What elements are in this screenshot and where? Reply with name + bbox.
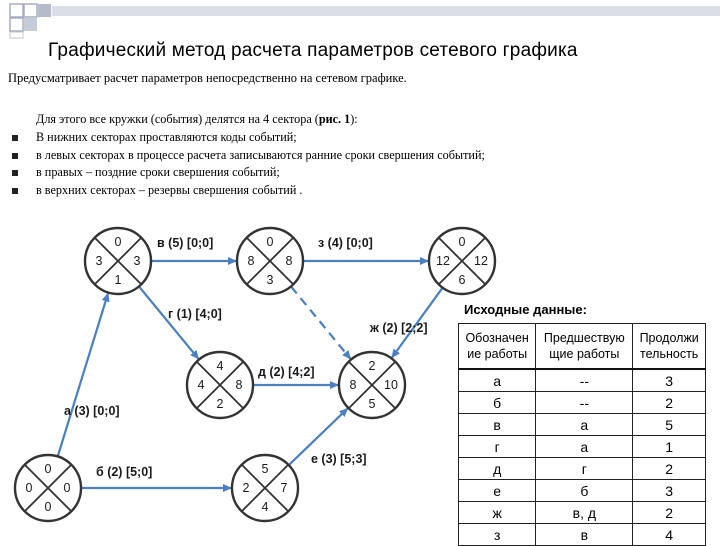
table-cell: 2 xyxy=(633,502,706,524)
event-early-time: 8 xyxy=(349,378,357,392)
table-row xyxy=(459,436,706,458)
activity-label: д (2) [4;2] xyxy=(258,365,315,379)
table-cell: 1 xyxy=(633,436,706,458)
table-cell: г xyxy=(536,458,633,480)
event-code: 2 xyxy=(216,397,224,411)
event-early-time: 0 xyxy=(25,481,33,495)
table-cell: 5 xyxy=(633,414,706,436)
bullet-item: В нижних секторах проставляются коды событий; xyxy=(12,129,485,147)
activity-label: б (2) [5;0] xyxy=(96,465,153,479)
event-early-time: 4 xyxy=(197,378,205,392)
table-row xyxy=(459,524,706,546)
table-cell: ж xyxy=(459,502,536,524)
table-header-row xyxy=(459,324,706,370)
table-cell: 2 xyxy=(633,458,706,480)
event-code: 0 xyxy=(44,500,52,514)
event-late-time: 8 xyxy=(285,254,293,268)
table-cell: а xyxy=(459,369,536,392)
event-reserve: 2 xyxy=(368,359,376,373)
table-cell: а xyxy=(536,436,633,458)
dummy-dependency-arrow xyxy=(291,287,350,359)
event-code: 1 xyxy=(114,273,122,287)
source-data-table xyxy=(458,323,706,546)
event-reserve: 4 xyxy=(216,359,224,373)
event-early-time: 2 xyxy=(242,481,250,495)
event-code: 3 xyxy=(266,273,274,287)
table-row xyxy=(459,458,706,480)
event-late-time: 3 xyxy=(133,254,141,268)
table-cell: д xyxy=(459,458,536,480)
event-late-time: 10 xyxy=(384,378,398,392)
table-cell: б xyxy=(459,392,536,414)
event-node xyxy=(187,352,253,418)
event-reserve: 0 xyxy=(114,235,122,249)
table-row xyxy=(459,414,706,436)
table-cell: -- xyxy=(536,392,633,414)
event-code: 4 xyxy=(261,500,269,514)
event-node xyxy=(15,455,81,521)
table-cell: 4 xyxy=(633,524,706,546)
event-node xyxy=(232,455,298,521)
event-late-time: 7 xyxy=(280,481,288,495)
table-cell: в xyxy=(536,524,633,546)
activity-label: а (3) [0;0] xyxy=(64,404,120,418)
table-cell: г xyxy=(459,436,536,458)
table-header-cell: Обозначен ие работы xyxy=(459,324,536,370)
event-late-time: 0 xyxy=(63,481,71,495)
table-cell: в xyxy=(459,414,536,436)
event-reserve: 5 xyxy=(261,462,269,476)
table-row xyxy=(459,392,706,414)
table-cell: з xyxy=(459,524,536,546)
activity-label: з (4) [0;0] xyxy=(318,236,373,250)
activity-label: ж (2) [2;2] xyxy=(370,321,428,335)
table-row xyxy=(459,369,706,392)
source-data-title: Исходные данные: xyxy=(464,302,587,317)
bullet-text: Для этого все кружки (события) делятся на 4 сектора ( xyxy=(36,112,319,126)
intro-text: Предусматривает расчет параметров непосредственно на сетевом графике. xyxy=(8,71,407,85)
event-early-time: 3 xyxy=(95,254,103,268)
event-node xyxy=(237,228,303,294)
table-cell: а xyxy=(536,414,633,436)
bullet-tail: ): xyxy=(350,112,358,126)
table-row xyxy=(459,502,706,524)
table-header-cell: Предшествую щие работы xyxy=(536,324,633,370)
event-reserve: 0 xyxy=(44,462,52,476)
table-cell: б xyxy=(536,480,633,502)
event-late-time: 8 xyxy=(235,378,243,392)
table-cell: в, д xyxy=(536,502,633,524)
event-late-time: 12 xyxy=(474,254,488,268)
activity-arrow xyxy=(139,287,198,359)
table-header-cell: Продолжи тельность xyxy=(633,324,706,370)
table-cell: 3 xyxy=(633,480,706,502)
event-reserve: 0 xyxy=(458,235,466,249)
event-node xyxy=(429,228,495,294)
bullet-item: в левых секторах в процессе расчета записываются ранние сроки свершения событий; xyxy=(12,147,485,165)
event-code: 6 xyxy=(458,273,466,287)
activity-label: г (1) [4;0] xyxy=(168,307,222,321)
table-row xyxy=(459,480,706,502)
table-cell: 2 xyxy=(633,392,706,414)
event-node xyxy=(339,352,405,418)
figure-ref: рис. 1 xyxy=(318,112,351,126)
event-early-time: 8 xyxy=(247,254,255,268)
event-code: 5 xyxy=(368,397,376,411)
event-reserve: 0 xyxy=(266,235,274,249)
table-cell: 3 xyxy=(633,369,706,392)
activity-arrow xyxy=(58,294,108,457)
bullet-item: в правых – поздние сроки свершения событий; xyxy=(12,164,485,182)
activity-label: в (5) [0;0] xyxy=(157,236,214,250)
event-early-time: 12 xyxy=(436,254,450,268)
activity-label: е (3) [5;3] xyxy=(311,452,367,466)
table-cell: -- xyxy=(536,369,633,392)
page-title: Графический метод расчета параметров сетевого графика xyxy=(48,40,578,61)
table-cell: е xyxy=(459,480,536,502)
event-node xyxy=(85,228,151,294)
bullet-item: в верхних секторах – резервы свершения событий . xyxy=(12,182,485,200)
